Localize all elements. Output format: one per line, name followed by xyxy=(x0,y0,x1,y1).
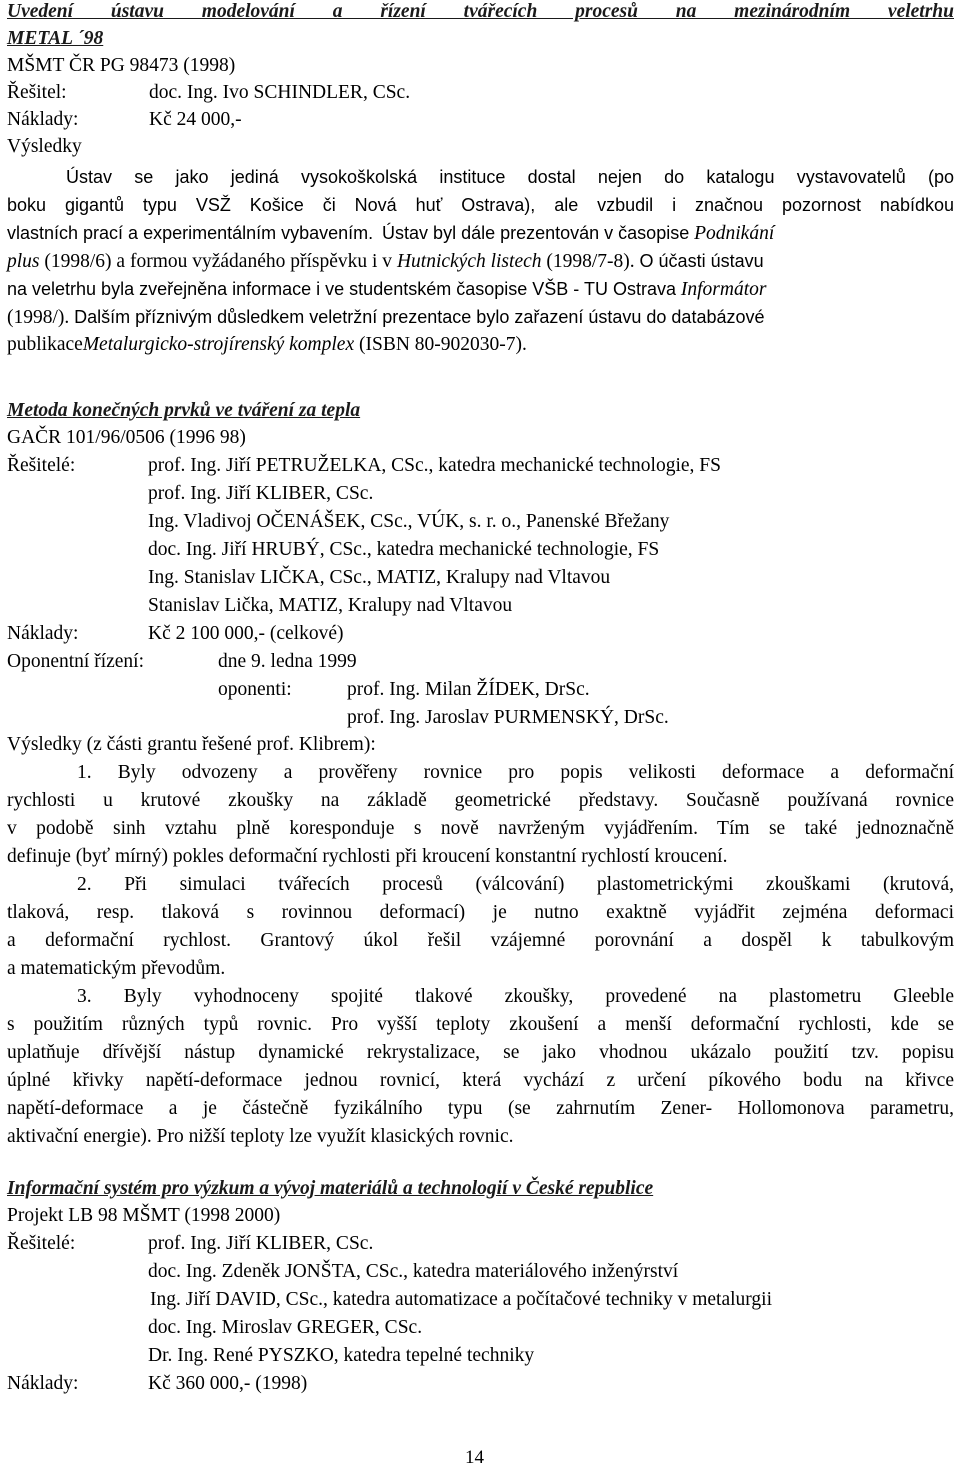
project1-results-label: Výsledky xyxy=(7,136,82,157)
project1-p4d: (1998/7-8). xyxy=(546,251,635,272)
project2-result3-line5: napětí-deformace a je částečně fyzikálního typu (se zahrnutím Zener- Hollomonova parametru, xyxy=(7,1098,954,1119)
project2-review-date: dne 9. ledna 1999 xyxy=(218,651,357,672)
project1-p5b: Informátor xyxy=(680,279,767,300)
project1-paragraph-line5 xyxy=(7,277,954,302)
project1-paragraph-line4 xyxy=(7,249,954,274)
project3-costs-label: Náklady: xyxy=(7,1373,79,1394)
project2-solvers-label: Řešitelé: xyxy=(7,455,76,476)
project3-solver-2: doc. Ing. Zdeněk JONŠTA, CSc., katedra materiálového inženýrství xyxy=(148,1261,679,1282)
project1-p6a: (1998/). xyxy=(7,307,70,328)
project1-title-line2: METAL ´98 xyxy=(7,28,104,49)
project2-result2-line3: a deformační rychlost. Grantový úkol řešil vzájemné porovnání a dospěl k tabulkovým xyxy=(7,930,954,951)
project1-paragraph-line2: boku gigantů typu VSŽ Košice či Nová huť Ostrava), ale vzbudil i značnou pozornost nabídkou xyxy=(7,195,954,215)
project1-p4a: plus xyxy=(7,251,40,272)
project2-solver-4: doc. Ing. Jiří HRUBÝ, CSc., katedra mechanické technologie, FS xyxy=(148,539,660,560)
project1-p3a: vlastních prací a experimentálním vybavením. xyxy=(7,223,374,243)
project1-paragraph-line1: Ústav se jako jediná vysokoškolská instituce dostal nejen do katalogu vystavovatelů (po xyxy=(66,167,954,187)
project2-solver-1: prof. Ing. Jiří PETRUŽELKA, CSc., katedra mechanické technologie, FS xyxy=(148,455,721,476)
project1-paragraph-line6 xyxy=(7,305,954,330)
project3-title: Informační systém pro výzkum a vývoj materiálů a technologií v České republice xyxy=(7,1178,654,1199)
project3-solver-4: doc. Ing. Miroslav GREGER, CSc. xyxy=(148,1317,423,1338)
project1-p5a: na veletrhu byla zveřejněna informace i ve studentském časopise VŠB - TU Ostrava xyxy=(7,279,676,299)
project3-grant: Projekt LB 98 MŠMT (1998 2000) xyxy=(7,1205,281,1226)
project2-result1-line4: definuje (byť mírný) pokles deformační rychlosti při kroucení konstantní rychlostí kroucení. xyxy=(7,846,728,867)
project2-costs: Kč 2 100 000,- (celkové) xyxy=(148,623,344,644)
project2-costs-label: Náklady: xyxy=(7,623,79,644)
project1-p7c: (ISBN 80-902030-7). xyxy=(358,334,527,355)
project2-review-label: Oponentní řízení: xyxy=(7,651,145,672)
project2-result3-line1: 3. Byly vyhodnoceny spojité tlakové zkoušky, provedené na plastometru Gleeble xyxy=(77,986,954,1007)
project2-result3-line3: uplatňuje dřívější nástup dynamické rekrystalizace, se jako vhodnou ukázalo použití tzv. popisu xyxy=(7,1042,954,1063)
project1-solver-label: Řešitel: xyxy=(7,82,67,103)
project3-solver-1: prof. Ing. Jiří KLIBER, CSc. xyxy=(148,1233,374,1254)
project1-p7a: publikace xyxy=(7,334,83,355)
project2-result3-line4: úplné křivky napětí-deformace jednou rovnicí, která vychází z určení píkového bodu na křivce xyxy=(7,1070,954,1091)
project2-reviewer-1: prof. Ing. Milan ŽÍDEK, DrSc. xyxy=(347,679,590,700)
project1-p3b: Ústav byl dále prezentován v časopise xyxy=(382,223,690,243)
project2-solver-5: Ing. Stanislav LIČKA, CSc., MATIZ, Kralupy nad Vltavou xyxy=(148,567,611,588)
project1-p6b: Dalším příznivým důsledkem veletržní prezentace bylo zařazení ústavu do databázové xyxy=(74,307,765,327)
project3-solver-5: Dr. Ing. René PYSZKO, katedra tepelné techniky xyxy=(148,1345,535,1366)
project1-paragraph-line3 xyxy=(7,221,954,246)
project1-grant: MŠMT ČR PG 98473 (1998) xyxy=(7,55,236,76)
project1-title-line1: Uvedení ústavu modelování a řízení tvářecích procesů na mezinárodním veletrhu xyxy=(7,1,954,22)
project3-solvers-label: Řešitelé: xyxy=(7,1233,76,1254)
project1-paragraph-line7 xyxy=(7,333,527,357)
project1-costs-label: Náklady: xyxy=(7,109,79,130)
project1-p7b: Metalurgicko-strojírenský komplex xyxy=(82,334,355,355)
project2-result3-line6: aktivační energie). Pro nižší teploty lze využít klasických rovnic. xyxy=(7,1126,514,1147)
page-number: 14 xyxy=(465,1447,484,1468)
project1-p4c: Hutnických listech xyxy=(396,251,542,272)
project1-p4b: (1998/6) a formou vyžádaného příspěvku i v xyxy=(44,251,393,272)
project2-result3-line2: s použitím různých typů rovnic. Pro vyšší teploty zkoušení a menší deformační rychlosti, kde se xyxy=(7,1014,954,1035)
project2-solver-3: Ing. Vladivoj OČENÁŠEK, CSc., VÚK, s. r. o., Panenské Břežany xyxy=(148,511,670,532)
project1-solver: doc. Ing. Ivo SCHINDLER, CSc. xyxy=(149,82,411,103)
project3-solver-3: Ing. Jiří DAVID, CSc., katedra automatizace a počítačové techniky v metalurgii xyxy=(150,1289,773,1310)
project2-result1-line3: v podobě sinh vztahu plně koresponduje s nově navrženým vyjádřením. Tím se také jednoznačně xyxy=(7,818,954,839)
project2-result1-line1: 1. Byly odvozeny a prověřeny rovnice pro popis velikosti deformace a deformační xyxy=(77,762,954,783)
project2-results-label: Výsledky (z části grantu řešené prof. Klibrem): xyxy=(7,734,376,755)
project2-solver-6: Stanislav Lička, MATIZ, Kralupy nad Vltavou xyxy=(148,595,513,616)
project2-title: Metoda konečných prvků ve tváření za tepla xyxy=(7,400,361,421)
project2-reviewer-2: prof. Ing. Jaroslav PURMENSKÝ, DrSc. xyxy=(347,707,669,728)
project2-result2-line4: a matematickým převodům. xyxy=(7,958,226,979)
project2-result2-line2: tlaková, resp. tlaková s rovinnou deformací) je nutno exaktně vyjádřit zejména deformaci xyxy=(7,902,954,923)
project2-grant: GAČR 101/96/0506 (1996 98) xyxy=(7,427,246,448)
project2-result2-line1: 2. Při simulaci tvářecích procesů (válcování) plastometrickými zkouškami (krutová, xyxy=(77,874,954,895)
project2-reviewers-label: oponenti: xyxy=(218,679,292,700)
project1-p4e: O účasti ústavu xyxy=(639,251,764,271)
project2-result1-line2: rychlosti u krutové zkoušky na základě geometrické představy. Současně používaná rovnice xyxy=(7,790,954,811)
project3-costs: Kč 360 000,- (1998) xyxy=(148,1373,308,1394)
project1-p3c: Podnikání xyxy=(694,223,775,244)
project2-solver-2: prof. Ing. Jiří KLIBER, CSc. xyxy=(148,483,374,504)
project1-costs: Kč 24 000,- xyxy=(149,109,242,130)
